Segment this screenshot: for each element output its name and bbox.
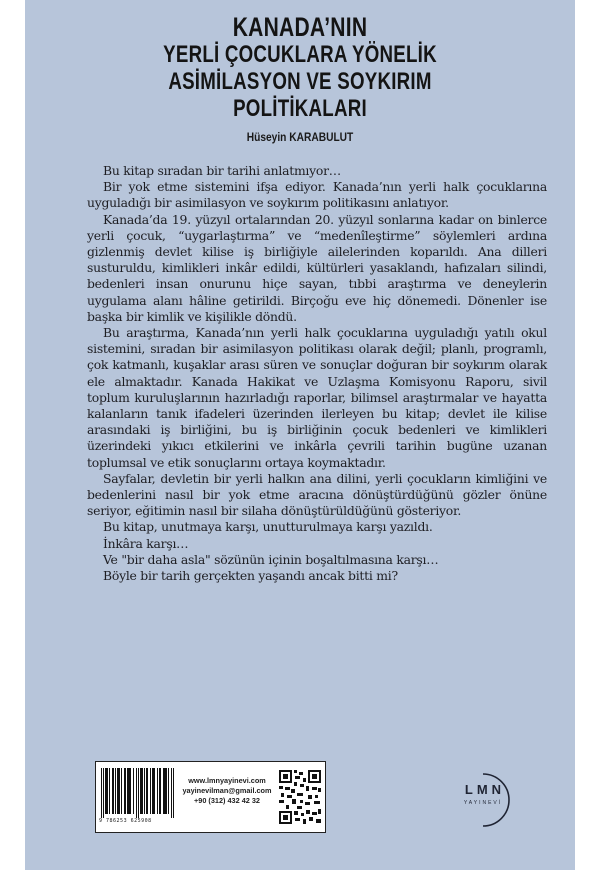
title-line-1: KANADA’NIN xyxy=(232,12,368,42)
blurb-paragraph: İnkâra karşı… xyxy=(103,535,189,551)
blurb-paragraph: Bu kitap sıradan bir tarihi anlatmıyor… xyxy=(103,163,341,178)
qr-code-icon[interactable] xyxy=(278,768,322,826)
publisher-info-box xyxy=(95,761,326,833)
barcode-number: 9 786253 625908 xyxy=(99,818,152,824)
book-back-cover xyxy=(25,0,575,870)
blurb-paragraph: Kanada’da 19. yüzyıl ortalarından 20. yüzyıl sonlarına kadar on binlerce yerli çocuk, “uygarlaştırma” ve “medenîleştirme” söylemleri ardına gizlenmiş devlet kilise iş birliğiyle ailelerinden koparıldı. Ana dilleri susturuldu, kimlikleri inkâr edildi, kültürleri yasaklandı, hafızaları silindi, bedenleri insan onurunu hiçe sayan, tıbbi araştırma ve deneylerin uygulama alanı hâline getirildi. Birçoğu eve hiç dönemedi. Dönenler ise başka bir kimlik ve kişilikle döndü. xyxy=(87,211,547,324)
blurb-paragraph: Bu kitap, unutmaya karşı, unutturulmaya karşı yazıldı. xyxy=(103,519,433,535)
logo-arc-icon xyxy=(443,770,523,828)
logo-subtitle: YAYINEVİ xyxy=(463,800,503,806)
barcode-icon xyxy=(100,768,178,818)
title-line-3: ASİMİLASYON VE SOYKIRIM xyxy=(168,68,432,95)
title-line-4: POLİTİKALARI xyxy=(233,95,367,122)
blurb-paragraph: Sayfalar, devletin bir yerli halkın ana dilini, yerli çocukların kimliğini ve bedenlerini nasıl bir yok etme aracına dönüştürdüğünü gözler önüne seriyor, eğitimin nasıl bir silaha dönüştürüldüğünü gösteriyor. xyxy=(87,470,547,519)
logo-wordmark: LMN xyxy=(464,782,506,797)
title-block xyxy=(25,14,575,144)
title-line-2: YERLİ ÇOCUKLARA YÖNELİK xyxy=(163,41,437,68)
blurb xyxy=(87,163,547,584)
blurb-paragraph: Bu araştırma, Kanada’nın yerli halk çocuklarına uyguladığı yatılı okul sistemini, sıradan bir asimilasyon politikası olarak değil; planlı, programlı, çok katmanlı, kuşaklar arası süren ve sonuçlar doğuran bir soykırım olarak ele almaktadır. Kanada Hakikat ve Uzlaşma Komisyonu Raporu, sivil toplum kuruluşlarının hazırladığı raporlar, bilimsel araştırmalar ve hayatta kalanların tanık ifadeleri üzerinden ilerleyen bu kitap; devlet ile kilise arasındaki iş birliğini, bu iş birliğinin çocuk bedenleri ve kimlikleri üzerindeki yıkıcı etkilerini ve inkârla çevrili tarihin bugüne uzanan toplumsal ve etik sonuçlarını ortaya koymaktadır. xyxy=(87,325,547,470)
email-link[interactable]: yayinevilman@gmail.com xyxy=(182,786,272,795)
blurb-paragraph: Böyle bir tarih gerçekten yaşandı ancak bitti mi? xyxy=(103,568,398,584)
website-link[interactable]: www.lmnyayinevi.com xyxy=(188,776,266,785)
author-name: Hüseyin KARABULUT xyxy=(246,130,354,144)
phone-number: +90 (312) 432 42 32 xyxy=(194,796,260,805)
blurb-paragraph: Ve "bir daha asla" sözünün içinin boşaltılmasına karşı… xyxy=(103,551,439,567)
contact-info xyxy=(182,776,272,806)
blurb-paragraph: Bir yok etme sistemini ifşa ediyor. Kanada’nın yerli halk çocuklarına uyguladığı bir asimilasyon ve soykırım politikasını anlatıyor. xyxy=(87,179,547,211)
publisher-logo xyxy=(443,770,523,828)
